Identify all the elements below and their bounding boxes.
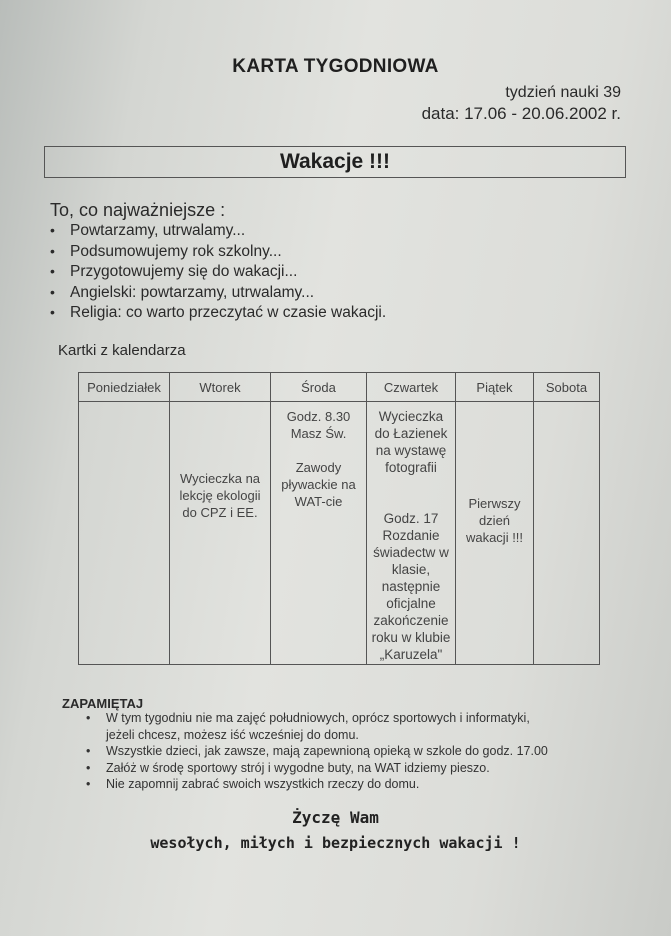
list-item-text: Przygotowujemy się do wakacji... <box>70 263 298 280</box>
calendar-header-row <box>79 373 600 402</box>
day-header-friday: Piątek <box>456 373 534 402</box>
banner-box <box>44 146 626 178</box>
day-header-wednesday: Środa <box>271 373 367 402</box>
list-item <box>86 776 548 793</box>
day-header-thursday: Czwartek <box>367 373 456 402</box>
topics-list <box>50 220 386 323</box>
remember-title: ZAPAMIĘTAJ <box>62 696 144 711</box>
list-item <box>86 710 548 743</box>
bullet-icon: • <box>50 222 55 238</box>
week-number: tydzień nauki 39 <box>505 84 621 101</box>
document-title: KARTA TYGODNIOWA <box>232 56 439 77</box>
calendar-label: Kartki z kalendarza <box>58 342 186 359</box>
list-item <box>50 241 386 262</box>
day-cell-friday <box>456 402 534 665</box>
day-cell-monday <box>79 402 170 665</box>
date-range: data: 17.06 - 20.06.2002 r. <box>421 104 621 123</box>
bullet-icon: • <box>86 744 91 758</box>
day-header-saturday: Sobota <box>534 373 600 402</box>
bullet-icon: • <box>86 711 91 725</box>
list-item-text: Nie zapomnij zabrać swoich wszystkich rzeczy do domu. <box>106 777 420 791</box>
list-item-text: Religia: co warto przeczytać w czasie wakacji. <box>70 304 387 321</box>
list-item <box>86 760 548 777</box>
list-item <box>50 220 386 241</box>
remember-list <box>86 710 548 793</box>
day-cell-tuesday <box>170 402 271 665</box>
day-cell-thursday <box>367 402 456 665</box>
bullet-icon: • <box>50 304 55 320</box>
day-header-tuesday: Wtorek <box>170 373 271 402</box>
day-header-monday: Poniedziałek <box>79 373 170 402</box>
banner-text: Wakacje !!! <box>279 150 391 173</box>
list-item <box>50 302 386 323</box>
bullet-icon: • <box>50 283 55 300</box>
list-item <box>86 743 548 760</box>
intro-heading: To, co najważniejsze : <box>50 200 226 220</box>
list-item-text: Powtarzamy, utrwalamy... <box>70 222 246 239</box>
list-item <box>50 282 386 303</box>
list-item-text: Podsumowujemy rok szkolny... <box>70 242 282 260</box>
list-item-text: Załóż w środę sportowy strój i wygodne buty, na WAT idziemy pieszo. <box>106 760 490 775</box>
list-item <box>50 261 386 282</box>
list-item-text: Angielski: powtarzamy, utrwalamy... <box>70 283 315 301</box>
cell-text: Wycieczka na lekcję ekologii do CPZ i EE. <box>179 471 261 520</box>
day-cell-wednesday <box>271 402 367 665</box>
cell-text: Wycieczka do Łazienek na wystawę fotografii Godz. 17 Rozdanie świadectw w klasie, następnie oficjalne zakończenie roku w klubie „Karuzela" <box>371 409 451 662</box>
cell-text: Pierwszy dzień wakacji !!! <box>465 496 524 545</box>
day-cell-saturday <box>534 402 600 665</box>
list-item-text: W tym tygodniu nie ma zajęć południowych, oprócz sportowych i informatyki, jeżeli chcesz, możesz iść wcześniej do domu. <box>106 711 530 742</box>
bullet-icon: • <box>86 760 91 775</box>
calendar-table <box>78 372 600 665</box>
bullet-icon: • <box>50 242 55 259</box>
wishes-line-1: Życzę Wam <box>292 808 379 827</box>
wishes-line-2: wesołych, miłych i bezpiecznych wakacji ! <box>150 834 521 852</box>
list-item-text: Wszystkie dzieci, jak zawsze, mają zapewnioną opieką w szkole do godz. 17.00 <box>106 744 548 758</box>
calendar-body-row <box>79 402 600 665</box>
bullet-icon: • <box>86 777 91 791</box>
bullet-icon: • <box>50 263 55 279</box>
cell-text: Godz. 8.30 Masz Św. Zawody pływackie na WAT-cie <box>281 409 356 509</box>
